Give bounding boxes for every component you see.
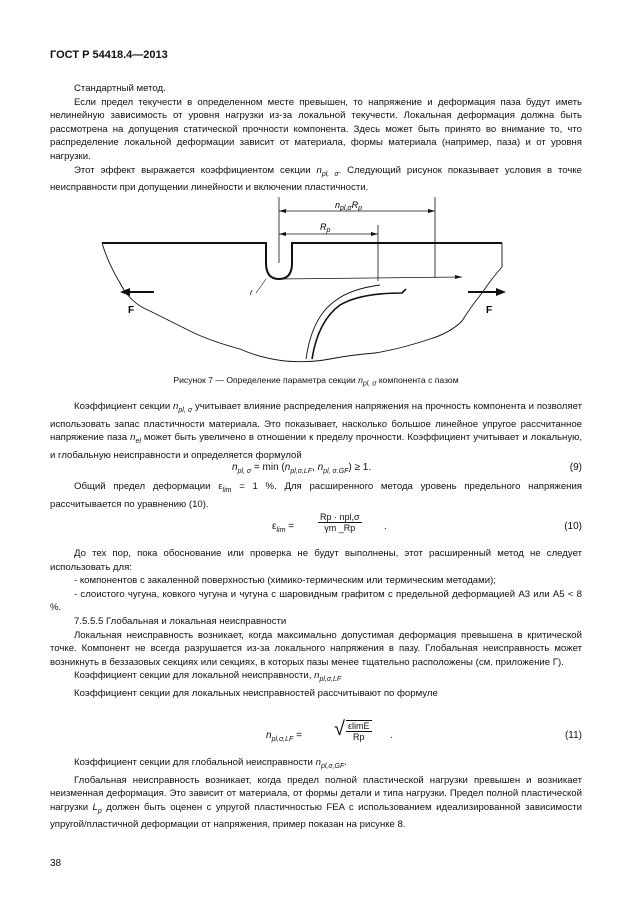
list-item: - компонентов с закаленной поверхностью (химико-термическим или термическим методами);: [74, 575, 496, 587]
arrowhead: [371, 232, 378, 236]
arrowhead: [428, 209, 435, 213]
paragraph: Общий предел деформации $\varepsilon_{lim} = 1$ %. Для расширенного метода уровень предельного напряжения рассчитывается по уравнению (10).: [50, 481, 583, 510]
section-global-failure: [50, 756, 582, 832]
section-strain-limit: [50, 480, 582, 511]
intro-section: [50, 82, 582, 195]
arrowhead: [120, 288, 130, 296]
arrowhead: [496, 288, 506, 296]
paragraph: До тех пор, пока обоснование или проверка не будут выполнены, этот расширенный метод не следует использовать для:: [50, 548, 582, 573]
paragraph: Коэффициент секции для локальной неисправности, $n_{pl,\sigma,LF}$: [74, 670, 342, 684]
label-force-left: F: [128, 305, 135, 316]
arrowhead: [279, 232, 286, 236]
radius-leader: [256, 279, 266, 293]
formula-number: (9): [569, 462, 582, 473]
part-top-edge: [102, 243, 502, 279]
paragraph: Коэффициент секции для глобальной неисправности $n_{pl,\sigma,GF}$.: [74, 757, 347, 770]
paragraph: Локальная неисправность возникает, когда максимально допустимая деформация превышена в критической точке. Компонент не всегда разрушается из-за локального напряжения в пазу. Глобальная неисправность может возникнуть в беззазовых секциях или секциях, в которых пазы менее тщательно расположены (см. приложение Г).: [50, 629, 582, 668]
formula-10: $\varepsilon_{lim}$ = Rp · npl,σ γm _Rp . (10): [272, 512, 582, 534]
subsection-heading: 7.5.5.5 Глобальная и локальная неисправности: [74, 615, 287, 627]
section-coefficient: [50, 400, 582, 462]
label-rp: $R_p$: [320, 222, 331, 234]
page-number: 38: [50, 858, 62, 869]
paragraph: Коэффициент секции для локальных неисправностей рассчитывают по формуле: [74, 687, 438, 699]
document-header: ГОСТ Р 54418.4—2013: [50, 49, 168, 61]
paragraph: Этот эффект выражается коэффициентом секции $n_{pl, \sigma}$. Следующий рисунок показывает условия в точке неисправности при допущении линейности и включении пластичности.: [50, 164, 583, 194]
part-break-line: [102, 243, 502, 362]
list-item: - слоистого чугуна, ковкого чугуна и чугуна с шаровидным графитом с предельной деформацией А3 или А5 < 8 %.: [50, 588, 582, 614]
figure-caption: Рисунок 7 — Определение параметра секции $n_{pl, \sigma}$ компонента с пазом: [173, 375, 459, 388]
figure-notch-diagram: [50, 193, 582, 369]
arrowhead: [279, 209, 286, 213]
paragraph: Коэффициент секции $n_{pl, \sigma}$ учитывает влияние распределения напряжения на прочность компонента и позволяет использовать запас пластичности материала. Это показывает, насколько большое линейное упругое рассчитанное напряжение паза $n_{el}$ может быть увеличено в отношении к пределу прочности. Коэффициент учитывает и локальную, и глобальную неисправности и определяется формулой: [50, 401, 582, 461]
paragraph: Стандартный метод.: [74, 83, 166, 94]
fraction: Rp · npl,σ γm _Rp: [320, 512, 360, 533]
paragraph: Если предел текучести в определенном месте превышен, то напряжение и деформация паза будут иметь нелинейную зависимость от уровня нагрузки из-за локальной текучести. Локальная деформация должна быть рассмотрена на допущения статической прочности компонента. Здесь может быть принято во внимание то, что распределение локальной деформации зависит от материала, формы материала (например, паза) и от уровня нагрузки.: [50, 96, 582, 162]
arrowhead: [455, 275, 462, 279]
formula-number: (11): [564, 730, 582, 741]
fraction: $\frac{\varepsilon\lim E}{Rp}$: [348, 721, 370, 742]
label-npl-rp: $n_{pl,\sigma}R_p$: [335, 200, 363, 212]
label-radius: r: [250, 288, 253, 297]
document-page: ГОСТ Р 54418.4—2013 Стандартный метод. Если предел текучести в определенном месте превышен, то напряжение и деформация паза будут иметь нелинейную зависимость от уровня нагрузки из-за локальной текучести. Локальная деформация должна быть рассмотрена на допущения статической прочности компонента. Здесь может быть принято во внимание то, что распределение локальной деформации зависит от материала, формы материала (например, паза) и от уровня нагрузки. Этот эффект выражается коэффициентом секции $n_{pl, \sigma}$. Следующий рисунок показывает условия в точке неисправности при допущении линейности и включении пластичности. $n_{pl,\sigma}R_p$ $R_p$ r F F Рисунок 7 — Определение параметра секции $n_{pl, \sigma}$ компонента с пазом Коэффициент секции $n_{pl, \sigma}$ учитывает влияние распределения напряжения на прочность компонента и позволяет использовать запас пластичности материала. Это показывает, насколько большое линейное упругое рассчитанное напряжение паза $n_{el}$ может быть увеличено в отношении к пределу прочности. Коэффициент учитывает и локальную, и глобальную неисправности и определяется формулой $n_{pl, \sigma} = \min (n_{pl,\sigma,LF}$, $n_{pl, \sigma.GF}) \ge 1$. (9) Общий предел деформации $\varepsilon_{lim} = 1$ %. Для расширенного метода уровень предельного напряжения рассчитывается по уравнению (10). $\varepsilon_{lim}$ = Rp · npl,σ γm _Rp . (10) До тех пор, пока обоснование или проверка не будут выполнены, этот расширенный метод не следует использовать для: - компонентов с закаленной поверхностью (химико-термическим или термическим методами); - слоистого чугуна, ковкого чугуна и чугуна с шаровидным графитом с предельной деформацией А3 или А5 < 8 %. 7.5.5.5 Глобальная и локальная неисправности Локальная неисправность возникает, когда максимально допустимая деформация превышена в критической точке. Компонент не всегда разрушается из-за локального напряжения в пазу. Глобальная неисправность может возникнуть в беззазовых секциях или секциях, в которых пазы менее тщательно расположены (см. приложение Г). Коэффициент секции для локальной неисправности, $n_{pl,\sigma,LF}$ Коэффициент секции для локальных неисправностей рассчитывают по формуле $n_{pl,\sigma,LF}$ = √ $\frac{\varepsilon\lim E}{Rp}$ . (11) Коэффициент секции для глобальной неисправности $n_{pl,\sigma,GF}$. Глобальная неисправность возникает, когда предел полной пластической нагрузки превышен и возникает неизменная деформация. Это зависит от материала, от формы детали и типа нагрузки. Предел полной пластической нагрузки $L_p$ должен быть оценен с упругой пластичностью FEA с использованием идеализированной зависимости упругой/пластичной деформации от напряжения, пример показан на рисунке 8. 38: [50, 49, 583, 869]
label-force-right: F: [486, 305, 493, 316]
section-global-local: [50, 547, 582, 700]
paragraph: Глобальная неисправность возникает, когда предел полной пластической нагрузки превышен и возникает неизменная деформация. Это зависит от материала, от формы детали и типа нагрузки. Предел полной пластической нагрузки $L_p$ должен быть оценен с упругой пластичностью FEA с использованием идеализированной зависимости упругой/пластичной деформации от напряжения, пример показан на рисунке 8.: [50, 774, 582, 831]
formula-11: $n_{pl,\sigma,LF}$ = √ $\frac{\varepsilon\lim E}{Rp}$ . (11): [266, 718, 582, 743]
sqrt-sign: √: [334, 718, 345, 740]
plastic-stress-curve: [312, 289, 406, 359]
formula-number: (10): [564, 521, 582, 532]
linear-stress-line: [279, 277, 462, 279]
